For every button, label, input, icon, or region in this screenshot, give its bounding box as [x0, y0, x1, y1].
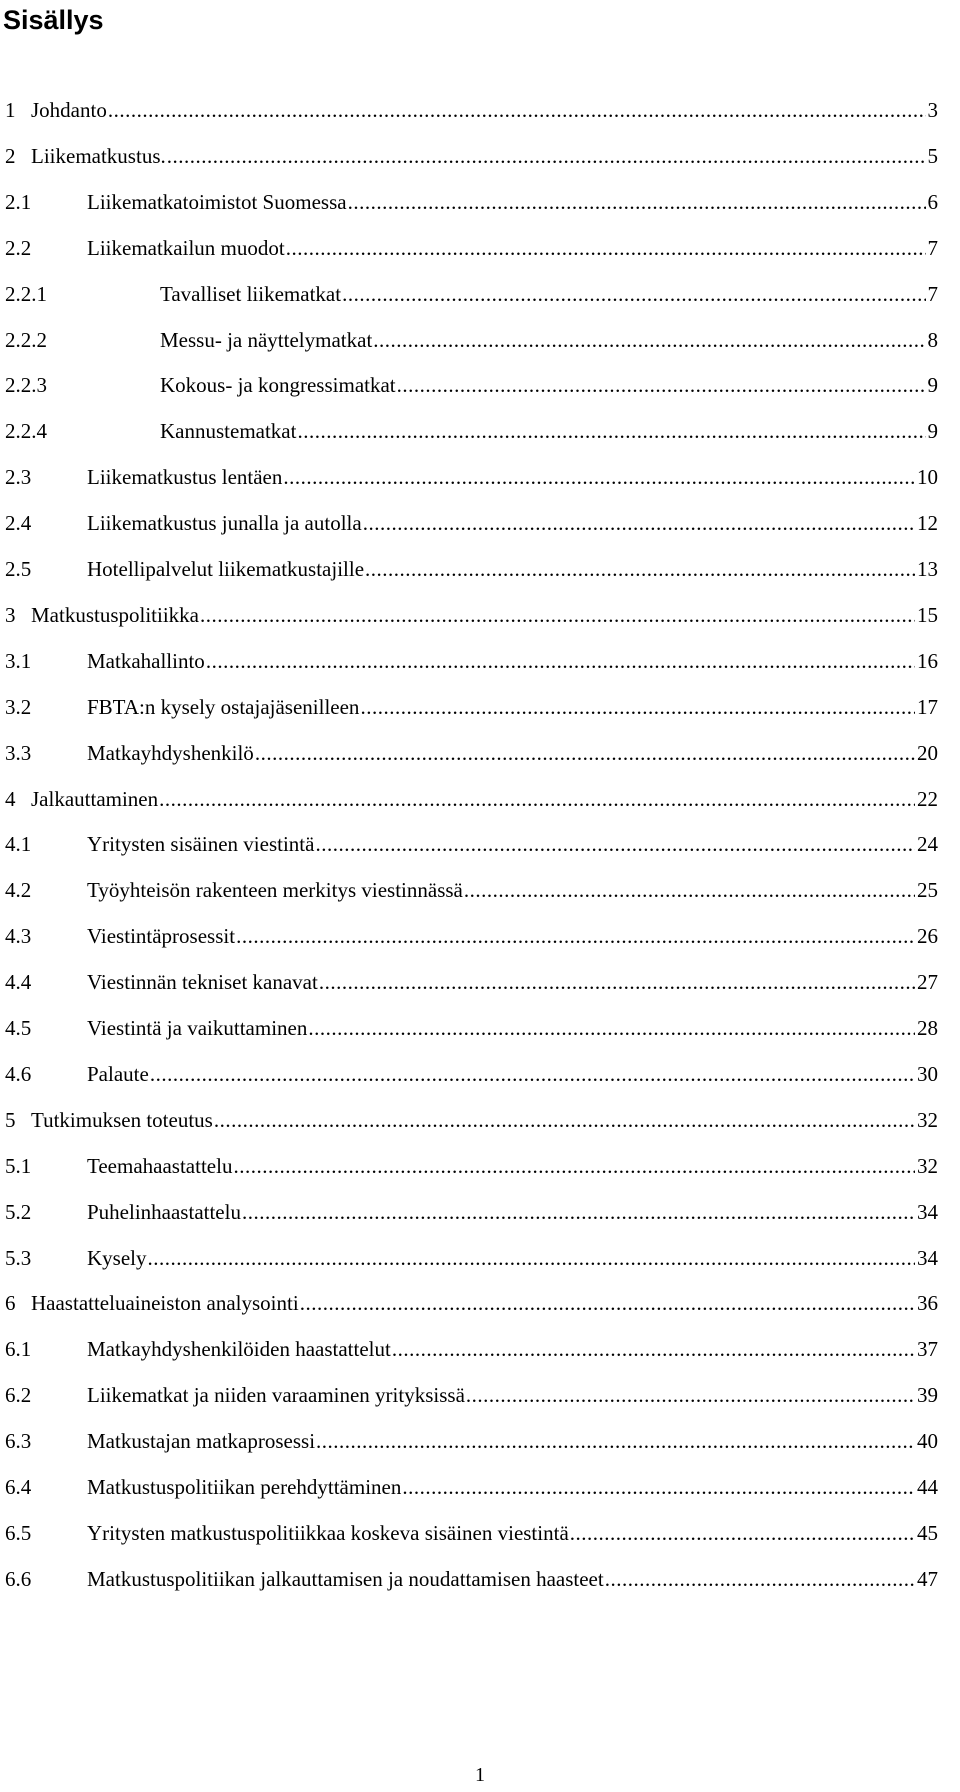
- toc-dot-leader: [167, 141, 926, 171]
- toc-entry-page: 9: [927, 419, 938, 443]
- toc-entry-number: 2.1: [5, 190, 32, 214]
- toc-entry[interactable]: [5, 1472, 938, 1502]
- toc-entry-title: Matkustuspolitiikan perehdyttäminen: [87, 1475, 402, 1499]
- toc-entry-page: 44: [917, 1475, 938, 1499]
- toc-entry-number: 6.3: [5, 1429, 32, 1453]
- toc-entry-page: 6: [927, 190, 938, 214]
- toc-entry[interactable]: [5, 1013, 938, 1043]
- toc-entry[interactable]: [5, 1426, 938, 1456]
- toc-entry-number: 4: [5, 787, 16, 811]
- toc-entry-title: Tutkimuksen toteutus: [31, 1108, 213, 1132]
- toc-entry-page: 32: [917, 1108, 938, 1132]
- toc-dot-leader: [464, 875, 915, 905]
- toc-entry-page: 25: [917, 878, 938, 902]
- toc-entry-number: 2.2: [5, 236, 32, 260]
- toc-dot-leader: [316, 1426, 915, 1456]
- toc-entry-page: 37: [917, 1337, 938, 1361]
- toc-dot-leader: [159, 784, 915, 814]
- toc-entry[interactable]: [5, 325, 938, 355]
- toc-entry-number: 4.3: [5, 924, 32, 948]
- toc-entry-number: 2.2.4: [5, 419, 47, 443]
- toc-entry[interactable]: [5, 967, 938, 997]
- toc-dot-leader: [206, 646, 915, 676]
- toc-entry-title: Yritysten sisäinen viestintä: [87, 832, 315, 856]
- toc-dot-leader: [392, 1334, 915, 1364]
- toc-entry-page: 39: [917, 1383, 938, 1407]
- toc-entry-page: 34: [917, 1200, 938, 1224]
- toc-entry-title: Puhelinhaastattelu: [87, 1200, 241, 1224]
- toc-entry-title: Viestintäprosessit: [87, 924, 236, 948]
- toc-entry[interactable]: [5, 279, 938, 309]
- toc-entry-number: 1: [5, 98, 16, 122]
- toc-dot-leader: [308, 1013, 915, 1043]
- toc-entry[interactable]: [5, 462, 938, 492]
- toc-entry-title: Hotellipalvelut liikematkustajille: [87, 557, 365, 581]
- toc-entry-title: Matkayhdyshenkilö: [87, 741, 254, 765]
- toc-entry-number: 3: [5, 603, 16, 627]
- toc-entry-page: 10: [917, 465, 938, 489]
- toc-dot-leader: [286, 233, 926, 263]
- toc-entry[interactable]: [5, 233, 938, 263]
- toc-entry-title: FBTA:n kysely ostajajäsenilleen: [87, 695, 360, 719]
- toc-dot-leader: [297, 416, 925, 446]
- toc-entry[interactable]: [5, 1151, 938, 1181]
- toc-entry[interactable]: [5, 370, 938, 400]
- toc-entry-page: 16: [917, 649, 938, 673]
- toc-entry-page: 8: [927, 328, 938, 352]
- toc-entry-number: 2.5: [5, 557, 32, 581]
- toc-entry-title: Yritysten matkustuspolitiikkaa koskeva sisäinen viestintä: [87, 1521, 569, 1545]
- toc-dot-leader: [342, 279, 925, 309]
- toc-entry-page: 27: [917, 970, 938, 994]
- toc-entry-title: Kannustematkat: [160, 419, 297, 443]
- toc-entry-number: 2.2.3: [5, 373, 47, 397]
- toc-entry-number: 2.3: [5, 465, 32, 489]
- toc-entry-title: Liikematkustus junalla ja autolla: [87, 511, 362, 535]
- toc-entry-page: 24: [917, 832, 938, 856]
- toc-dot-leader: [150, 1059, 915, 1089]
- toc-dot-leader: [148, 1243, 916, 1273]
- toc-dot-leader: [402, 1472, 915, 1502]
- toc-entry-page: 28: [917, 1016, 938, 1040]
- toc-entry[interactable]: [5, 1334, 938, 1364]
- toc-entry[interactable]: [5, 1380, 938, 1410]
- toc-entry[interactable]: [5, 95, 938, 125]
- toc-entry-title: Haastatteluaineiston analysointi: [31, 1291, 299, 1315]
- toc-entry-number: 6.1: [5, 1337, 32, 1361]
- toc-entry-page: 17: [917, 695, 938, 719]
- toc-entry-page: 13: [917, 557, 938, 581]
- toc-entry[interactable]: [5, 1197, 938, 1227]
- toc-dot-leader: [200, 600, 915, 630]
- toc-entry[interactable]: [5, 784, 938, 814]
- toc-dot-leader: [360, 692, 915, 722]
- toc-entry-page: 15: [917, 603, 938, 627]
- toc-entry-page: 3: [927, 98, 938, 122]
- toc-entry-title: Työyhteisön rakenteen merkitys viestinnässä: [87, 878, 463, 902]
- toc-entry[interactable]: [5, 187, 938, 217]
- toc-dot-leader: [233, 1151, 915, 1181]
- toc-entry-number: 5.3: [5, 1246, 32, 1270]
- toc-entry[interactable]: [5, 646, 938, 676]
- toc-entry-number: 5.2: [5, 1200, 32, 1224]
- page-number: 1: [475, 1764, 485, 1786]
- toc-entry-title: Liikematkustus lentäen: [87, 465, 283, 489]
- toc-entry-number: 6.4: [5, 1475, 32, 1499]
- toc-entry-title: Teemahaastattelu: [87, 1154, 233, 1178]
- toc-entry-title: Palaute: [87, 1062, 149, 1086]
- toc-entry-title: Kysely: [87, 1246, 147, 1270]
- toc-entry-title: Johdanto: [31, 98, 107, 122]
- toc-entry[interactable]: [5, 921, 938, 951]
- toc-entry-number: 2.2.1: [5, 282, 47, 306]
- toc-entry-number: 5.1: [5, 1154, 32, 1178]
- toc-entry[interactable]: [5, 416, 938, 446]
- toc-entry-title: Matkahallinto: [87, 649, 205, 673]
- toc-entry[interactable]: [5, 1564, 938, 1594]
- toc-entry-page: 20: [917, 741, 938, 765]
- toc-entry-title: Liikematkatoimistot Suomessa: [87, 190, 347, 214]
- toc-entry-number: 3.3: [5, 741, 32, 765]
- toc-entry[interactable]: [5, 1105, 938, 1135]
- toc-entry-title: Kokous- ja kongressimatkat: [160, 373, 396, 397]
- toc-entry-number: 3.1: [5, 649, 32, 673]
- toc-entry-title: Liikematkustus.: [31, 144, 166, 168]
- toc-dot-leader: [283, 462, 915, 492]
- toc-entry-number: 3.2: [5, 695, 32, 719]
- toc-entry-number: 4.2: [5, 878, 32, 902]
- toc-entry-page: 26: [917, 924, 938, 948]
- toc-dot-leader: [397, 370, 926, 400]
- toc-entry-title: Viestinnän tekniset kanavat: [87, 970, 318, 994]
- toc-entry-number: 2: [5, 144, 16, 168]
- toc-entry-number: 2.2.2: [5, 328, 47, 352]
- toc-entry[interactable]: [5, 1288, 938, 1318]
- toc-entry-page: 40: [917, 1429, 938, 1453]
- toc-entry[interactable]: [5, 1059, 938, 1089]
- toc-entry-page: 32: [917, 1154, 938, 1178]
- toc-entry-title: Matkustuspolitiikan jalkauttamisen ja noudattamisen haasteet: [87, 1567, 604, 1591]
- toc-entry-page: 45: [917, 1521, 938, 1545]
- toc-entry[interactable]: [5, 1518, 938, 1548]
- toc-entry-number: 4.4: [5, 970, 32, 994]
- toc-entry-title: Tavalliset liikematkat: [160, 282, 342, 306]
- toc-dot-leader: [236, 921, 915, 951]
- toc-entry-number: 6.5: [5, 1521, 32, 1545]
- toc-dot-leader: [570, 1518, 915, 1548]
- toc-entry[interactable]: [5, 1243, 938, 1273]
- toc-entry-title: Viestintä ja vaikuttaminen: [87, 1016, 308, 1040]
- toc-entry-title: Matkayhdyshenkilöiden haastattelut: [87, 1337, 391, 1361]
- toc-dot-leader: [214, 1105, 915, 1135]
- toc-entry-page: 5: [927, 144, 938, 168]
- toc-entry-page: 36: [917, 1291, 938, 1315]
- toc-entry-title: Liikematkailun muodot: [87, 236, 285, 260]
- toc-dot-leader: [363, 508, 915, 538]
- toc-dot-leader: [348, 187, 926, 217]
- toc-entry-number: 4.1: [5, 832, 32, 856]
- toc-entry-page: 22: [917, 787, 938, 811]
- toc-entry-page: 12: [917, 511, 938, 535]
- toc-entry[interactable]: [5, 692, 938, 722]
- toc-entry-number: 4.6: [5, 1062, 32, 1086]
- toc-dot-leader: [315, 829, 915, 859]
- toc-entry-title: Matkustajan matkaprosessi: [87, 1429, 316, 1453]
- toc-entry-number: 6.6: [5, 1567, 32, 1591]
- toc-entry-title: Jalkauttaminen: [31, 787, 159, 811]
- page-title: Sisällys: [3, 5, 104, 35]
- toc-entry[interactable]: [5, 600, 938, 630]
- toc-dot-leader: [466, 1380, 915, 1410]
- toc-entry-title: Messu- ja näyttelymatkat: [160, 328, 373, 352]
- toc-entry-number: 6.2: [5, 1383, 32, 1407]
- toc-entry-page: 30: [917, 1062, 938, 1086]
- toc-entry-page: 47: [917, 1567, 938, 1591]
- toc-entry-page: 7: [927, 282, 938, 306]
- toc-entry[interactable]: [5, 554, 938, 584]
- toc-entry-page: 9: [927, 373, 938, 397]
- toc-entry[interactable]: [5, 141, 938, 171]
- toc-entry-number: 4.5: [5, 1016, 32, 1040]
- toc-entry-page: 7: [927, 236, 938, 260]
- toc-entry[interactable]: [5, 508, 938, 538]
- toc-entry-number: 2.4: [5, 511, 32, 535]
- toc-entry-title: Matkustuspolitiikka: [31, 603, 199, 627]
- toc-entry-page: 34: [917, 1246, 938, 1270]
- toc-entry[interactable]: [5, 829, 938, 859]
- toc-entry[interactable]: [5, 875, 938, 905]
- toc-dot-leader: [300, 1288, 915, 1318]
- toc-entry-number: 6: [5, 1291, 16, 1315]
- toc-entry[interactable]: [5, 738, 938, 768]
- toc-dot-leader: [242, 1197, 915, 1227]
- toc-dot-leader: [365, 554, 915, 584]
- toc-dot-leader: [255, 738, 915, 768]
- toc-dot-leader: [108, 95, 926, 125]
- toc-dot-leader: [373, 325, 925, 355]
- toc-dot-leader: [605, 1564, 915, 1594]
- toc-dot-leader: [319, 967, 915, 997]
- toc-entry-title: Liikematkat ja niiden varaaminen yrityksissä: [87, 1383, 465, 1407]
- toc-entry-number: 5: [5, 1108, 16, 1132]
